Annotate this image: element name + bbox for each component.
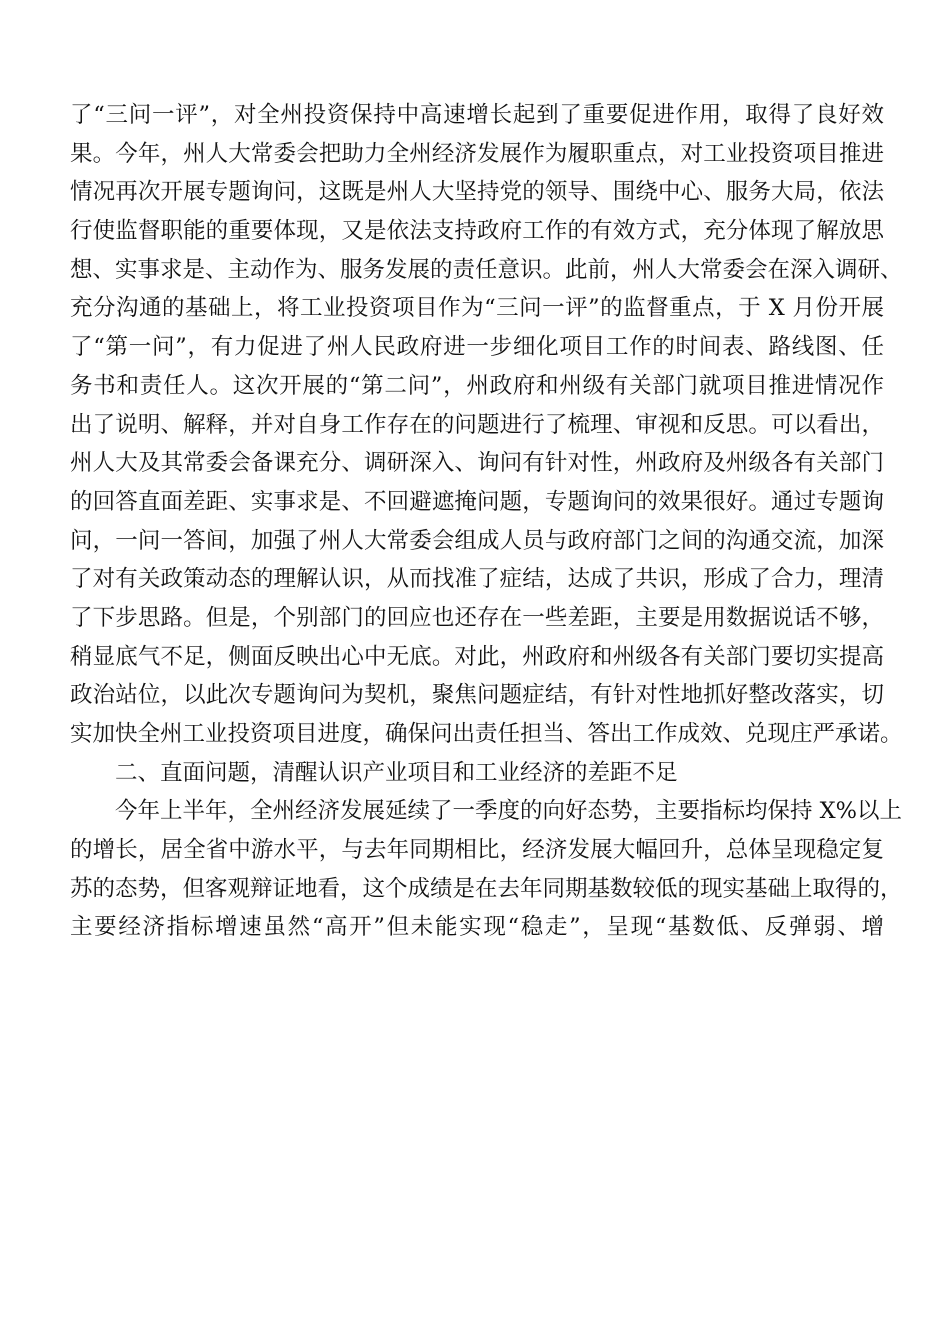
paragraph-line: 了“三问一评”，对全州投资保持中高速增长起到了重要促进作用，取得了良好效 (70, 102, 884, 128)
paragraph-line: 稍显底气不足，侧面反映出心中无底。对此，州政府和州级各有关部门要切实提高 (70, 643, 884, 670)
paragraph-line: 想、实事求是、主动作为、服务发展的责任意识。此前，州人大常委会在深入调研、 (70, 256, 903, 283)
paragraph-line: 主要经济指标增速虽然“高开”但未能实现“稳走”，呈现“基数低、反弹弱、增 (70, 914, 884, 941)
paragraph-line: 行使监督职能的重要体现，又是依法支持政府工作的有效方式，充分体现了解放思 (70, 218, 884, 245)
paragraph-line: 出了说明、解释，并对自身工作存在的问题进行了梳理、审视和反思。可以看出， (70, 411, 884, 438)
document-body (70, 96, 903, 947)
paragraph-line: 了对有关政策动态的理解认识，从而找准了症结，达成了共识，形成了合力，理清 (70, 566, 884, 593)
paragraph-line: 务书和责任人。这次开展的“第二问”，州政府和州级有关部门就项目推进情况作 (70, 372, 884, 399)
paragraph-line: 实加快全州工业投资项目进度，确保问出责任担当、答出工作成效、兑现庄严承诺。 (70, 721, 903, 747)
paragraph-line: 今年上半年，全州经济发展延续了一季度的向好态势，主要指标均保持 X%以上 (115, 798, 903, 825)
paragraph-line: 情况再次开展专题询问，这既是州人大坚持党的领导、围绕中心、服务大局，依法 (70, 179, 884, 206)
paragraph-line: 州人大及其常委会备课充分、调研深入、询问有针对性，州政府及州级各有关部门 (70, 450, 884, 477)
section-heading: 二、直面问题，清醒认识产业项目和工业经济的差距不足 (115, 759, 678, 786)
paragraph-line: 的回答直面差距、实事求是、不回避遮掩问题，专题询问的效果很好。通过专题询 (70, 488, 884, 515)
paragraph-line: 了下步思路。但是，个别部门的回应也还存在一些差距，主要是用数据说话不够， (70, 604, 884, 631)
paragraph-line: 充分沟通的基础上，将工业投资项目作为“三问一评”的监督重点，于 X 月份开展 (70, 295, 884, 322)
paragraph-line: 了“第一问”，有力促进了州人民政府进一步细化项目工作的时间表、路线图、任 (70, 334, 884, 361)
paragraph-line: 的增长，居全省中游水平，与去年同期相比，经济发展大幅回升，总体呈现稳定复 (70, 837, 884, 864)
paragraph-line: 问，一问一答间，加强了州人大常委会组成人员与政府部门之间的沟通交流，加深 (70, 527, 884, 554)
paragraph-line: 政治站位，以此次专题询问为契机，聚焦问题症结，有针对性地抓好整改落实，切 (70, 682, 884, 709)
paragraph-line: 苏的态势，但客观辩证地看，这个成绩是在去年同期基数较低的现实基础上取得的， (70, 875, 903, 902)
paragraph-line: 果。今年，州人大常委会把助力全州经济发展作为履职重点，对工业投资项目推进 (70, 140, 884, 167)
